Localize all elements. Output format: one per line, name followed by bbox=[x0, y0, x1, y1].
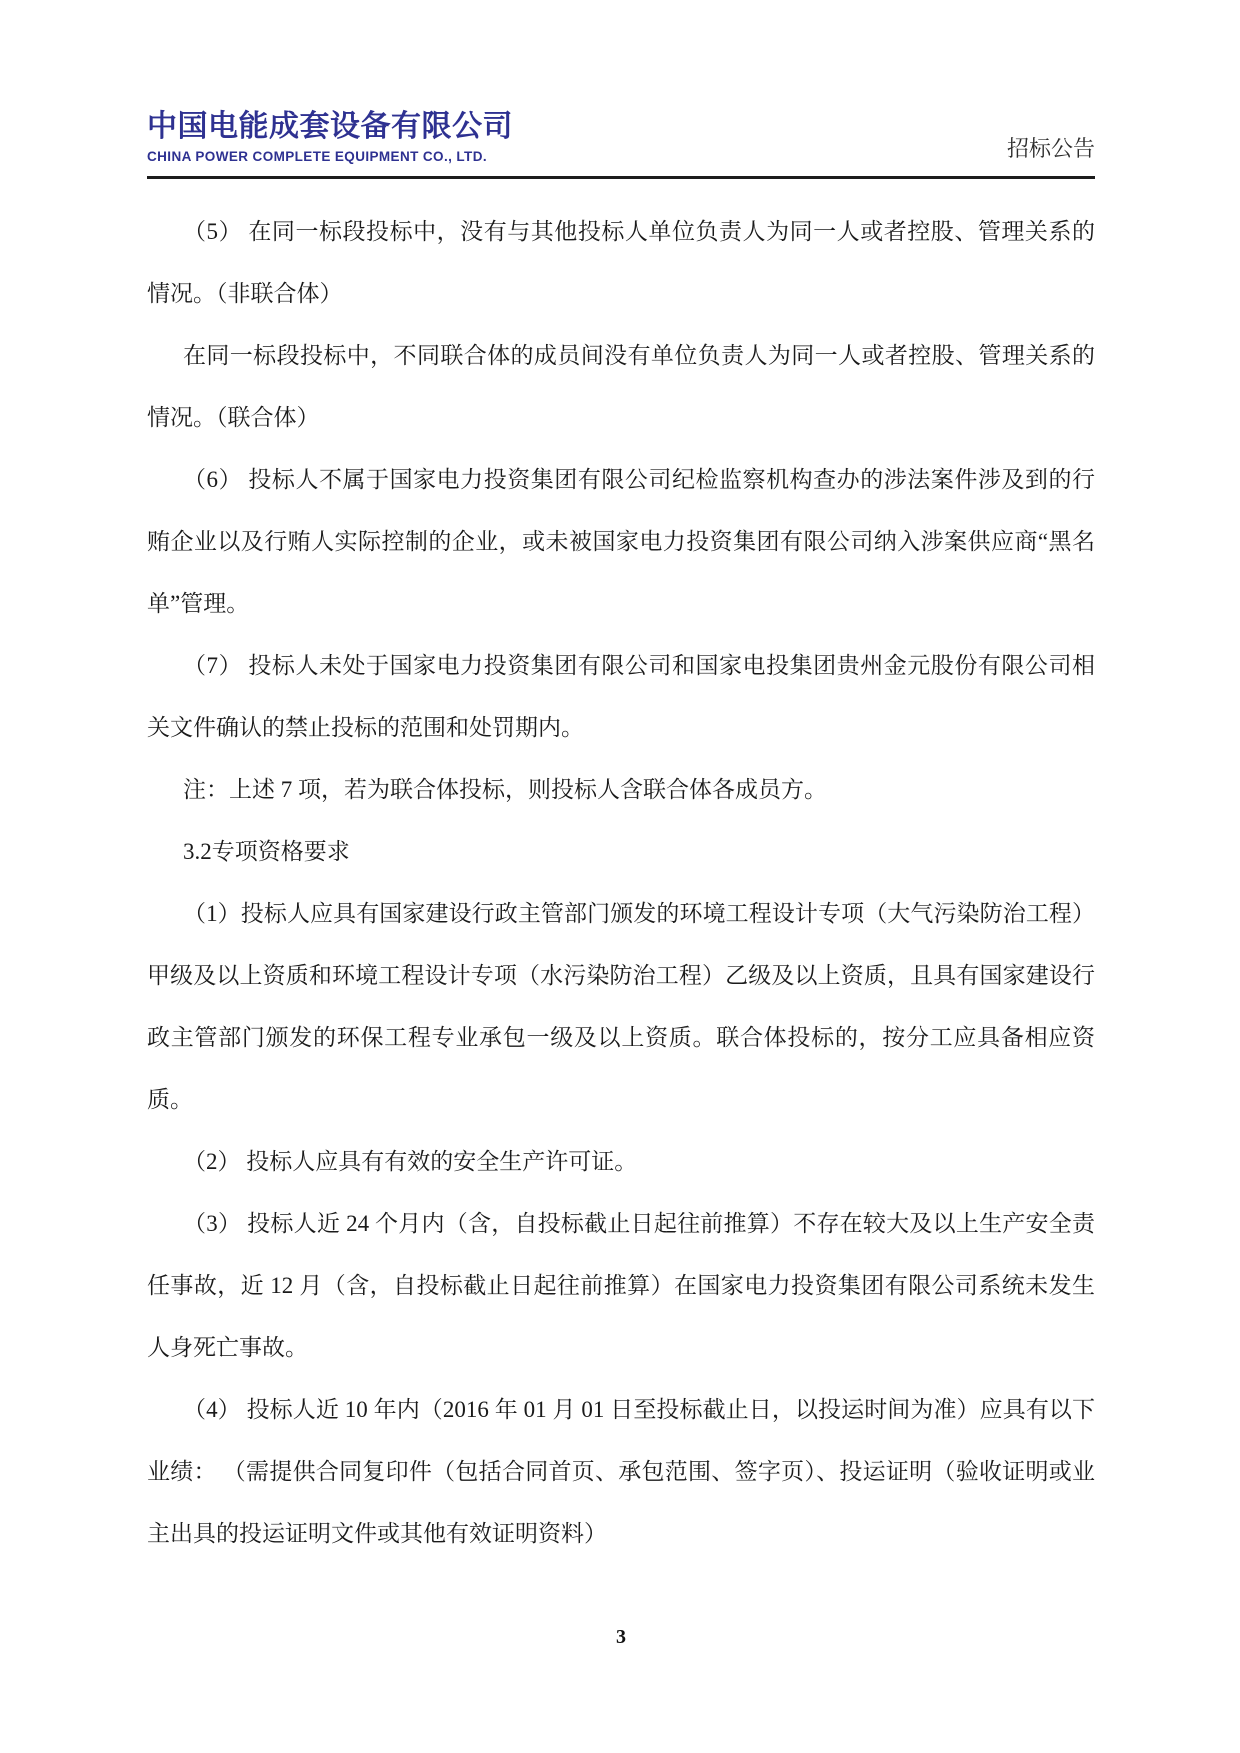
page-number: 3 bbox=[616, 1626, 626, 1648]
paragraph-requirement-2: （2） 投标人应具有有效的安全生产许可证。 bbox=[183, 1149, 638, 1174]
section-heading-3-2: 3.2专项资格要求 bbox=[183, 839, 350, 864]
header-divider bbox=[147, 176, 1095, 179]
document-body bbox=[147, 201, 1095, 1565]
paragraph-item-6: （6） 投标人不属于国家电力投资集团有限公司纪检监察机构查办的涉法案件涉及到的行贿企业以及行贿人实际控制的企业，或未被国家电力投资集团有限公司纳入涉案供应商“黑名单”管理。 bbox=[147, 467, 1095, 616]
page-header bbox=[147, 110, 1095, 179]
paragraph-requirement-3: （3） 投标人近 24 个月内（含，自投标截止日起往前推算）不存在较大及以上生产安全责任事故，近 12 月（含，自投标截止日起往前推算）在国家电力投资集团有限公司系统未发生人身死亡事故。 bbox=[147, 1211, 1095, 1360]
document-type-label: 招标公告 bbox=[1006, 135, 1095, 161]
paragraph-requirement-1: （1）投标人应具有国家建设行政主管部门颁发的环境工程设计专项（大气污染防治工程）甲级及以上资质和环境工程设计专项（水污染防治工程）乙级及以上资质，且具有国家建设行政主管部门颁发的环保工程专业承包一级及以上资质。联合体投标的，按分工应具备相应资质。 bbox=[147, 901, 1095, 1112]
header-row bbox=[147, 110, 1095, 164]
paragraph-item-5: （5） 在同一标段投标中，没有与其他投标人单位负责人为同一人或者控股、管理关系的情况。（非联合体） bbox=[147, 219, 1095, 306]
company-logo bbox=[147, 110, 513, 164]
paragraph-note: 注：上述 7 项，若为联合体投标，则投标人含联合体各成员方。 bbox=[183, 777, 827, 802]
company-name-english: CHINA POWER COMPLETE EQUIPMENT CO., LTD. bbox=[147, 148, 487, 164]
company-name-chinese: 中国电能成套设备有限公司 bbox=[147, 110, 513, 143]
paragraph-joint-venture-note: 在同一标段投标中，不同联合体的成员间没有单位负责人为同一人或者控股、管理关系的情况。（联合体） bbox=[147, 343, 1095, 430]
paragraph-item-7: （7） 投标人未处于国家电力投资集团有限公司和国家电投集团贵州金元股份有限公司相关文件确认的禁止投标的范围和处罚期内。 bbox=[147, 653, 1095, 740]
paragraph-requirement-4: （4） 投标人近 10 年内（2016 年 01 月 01 日至投标截止日，以投运时间为准）应具有以下业绩： （需提供合同复印件（包括合同首页、承包范围、签字页）、投运证明（验收证明或业主出具的投运证明文件或其他有效证明资料） bbox=[147, 1397, 1095, 1546]
